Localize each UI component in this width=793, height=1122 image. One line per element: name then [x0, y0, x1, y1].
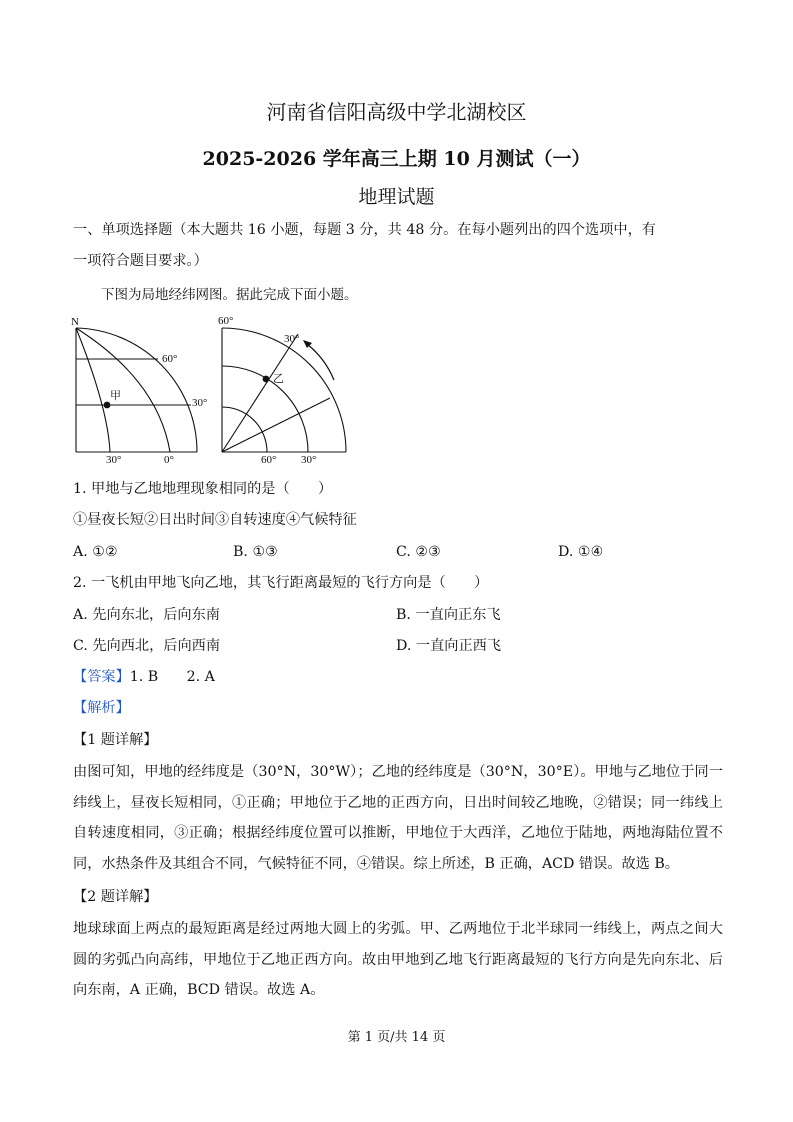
left-lat30-label: 30°	[192, 397, 208, 409]
analysis-tag: 【解析】	[73, 700, 130, 716]
left-grid	[76, 328, 197, 452]
subject-title: 地理试题	[358, 186, 435, 208]
point-jia-marker	[104, 402, 111, 409]
question-1-stem: 1. 甲地与乙地地理现象相同的是（ ）	[73, 481, 333, 497]
q2-option-c[interactable]: C. 先向西北，后向西南	[73, 638, 221, 654]
left-lat60-label: 60°	[162, 353, 178, 365]
figure-intro: 下图为局地经纬网图。据此完成下面小题。	[101, 287, 358, 303]
detail-1-body: 由图可知，甲地的经纬度是（30°N，30°W）；乙地的经纬度是（30°N，30°E）。甲地与乙地位于同一纬线上，昼夜长短相同，①正确；甲地位于乙地的正西方向，日出时间较乙地晚，②错误；同一纬线上自转速度相同，③正确；根据经纬度位置可以推断，甲地位于大西洋，乙地位于陆地，两地海陆位置不同，水热条件及其组合不同，气候特征不同，④错误。综上所述，B 正确，ACD 错误。故选 B。	[73, 764, 723, 872]
section-heading-line2: 一项符合题目要求。）	[73, 253, 208, 269]
q1-option-a[interactable]: A. ①②	[73, 544, 118, 560]
left-lon0-label: 0°	[164, 454, 174, 466]
detail-1-title: 【1 题详解】	[73, 732, 158, 748]
q1-option-c[interactable]: C. ②③	[396, 544, 441, 560]
q2-option-a[interactable]: A. 先向东北，后向东南	[73, 607, 220, 623]
page-footer: 第 1 页/共 14 页	[347, 1030, 446, 1045]
point-jia-label: 甲	[110, 390, 121, 402]
detail-2-body: 地球球面上两点的最短距离是经过两地大圆上的劣弧。甲、乙两地位于北半球同一纬线上，两点之间大圆的劣弧凸向高纬，甲地位于乙地正西方向。故由甲地到乙地飞行距离最短的飞行方向是先向东北、后向东南，A 正确，BCD 错误。故选 A。	[73, 921, 723, 998]
section-heading-line1: 一、单项选择题（本大题共 16 小题，每题 3 分，共 48 分。在每小题列出的四个选项中，有	[73, 222, 656, 238]
answer-line	[73, 662, 215, 693]
detail-2-title: 【2 题详解】	[73, 889, 158, 905]
q2-option-b[interactable]: B. 一直向正东飞	[396, 607, 501, 623]
exam-title: 2025-2026 学年高三上期 10 月测试（一）	[202, 148, 591, 170]
right-arc-label: 30°	[284, 333, 300, 345]
question-2-stem: 2. 一飞机由甲地飞向乙地，其飞行距离最短的飞行方向是（ ）	[73, 575, 489, 591]
right-grid	[222, 328, 346, 452]
question-1-items: ①昼夜长短②日出时间③自转速度④气候特征	[73, 512, 357, 528]
point-yi-label: 乙	[273, 373, 284, 385]
left-n-label: N	[71, 316, 79, 328]
right-bottom60-label: 60°	[261, 454, 277, 466]
right-bottom30-label: 30°	[301, 454, 317, 466]
point-yi-marker	[263, 376, 270, 383]
left-lon30-label: 30°	[106, 454, 122, 466]
right-top-label: 60°	[218, 315, 234, 327]
school-title: 河南省信阳高级中学北湖校区	[266, 100, 527, 124]
answer-tag: 【答案】	[73, 669, 130, 685]
q2-option-d[interactable]: D. 一直向正西飞	[396, 638, 502, 654]
lat-lon-grid-svg	[58, 310, 358, 470]
q1-option-d[interactable]: D. ①④	[558, 544, 604, 560]
answer-text: 1. B 2. A	[129, 669, 215, 685]
q1-option-b[interactable]: B. ①③	[233, 544, 278, 560]
lat-lon-figure	[58, 310, 358, 470]
